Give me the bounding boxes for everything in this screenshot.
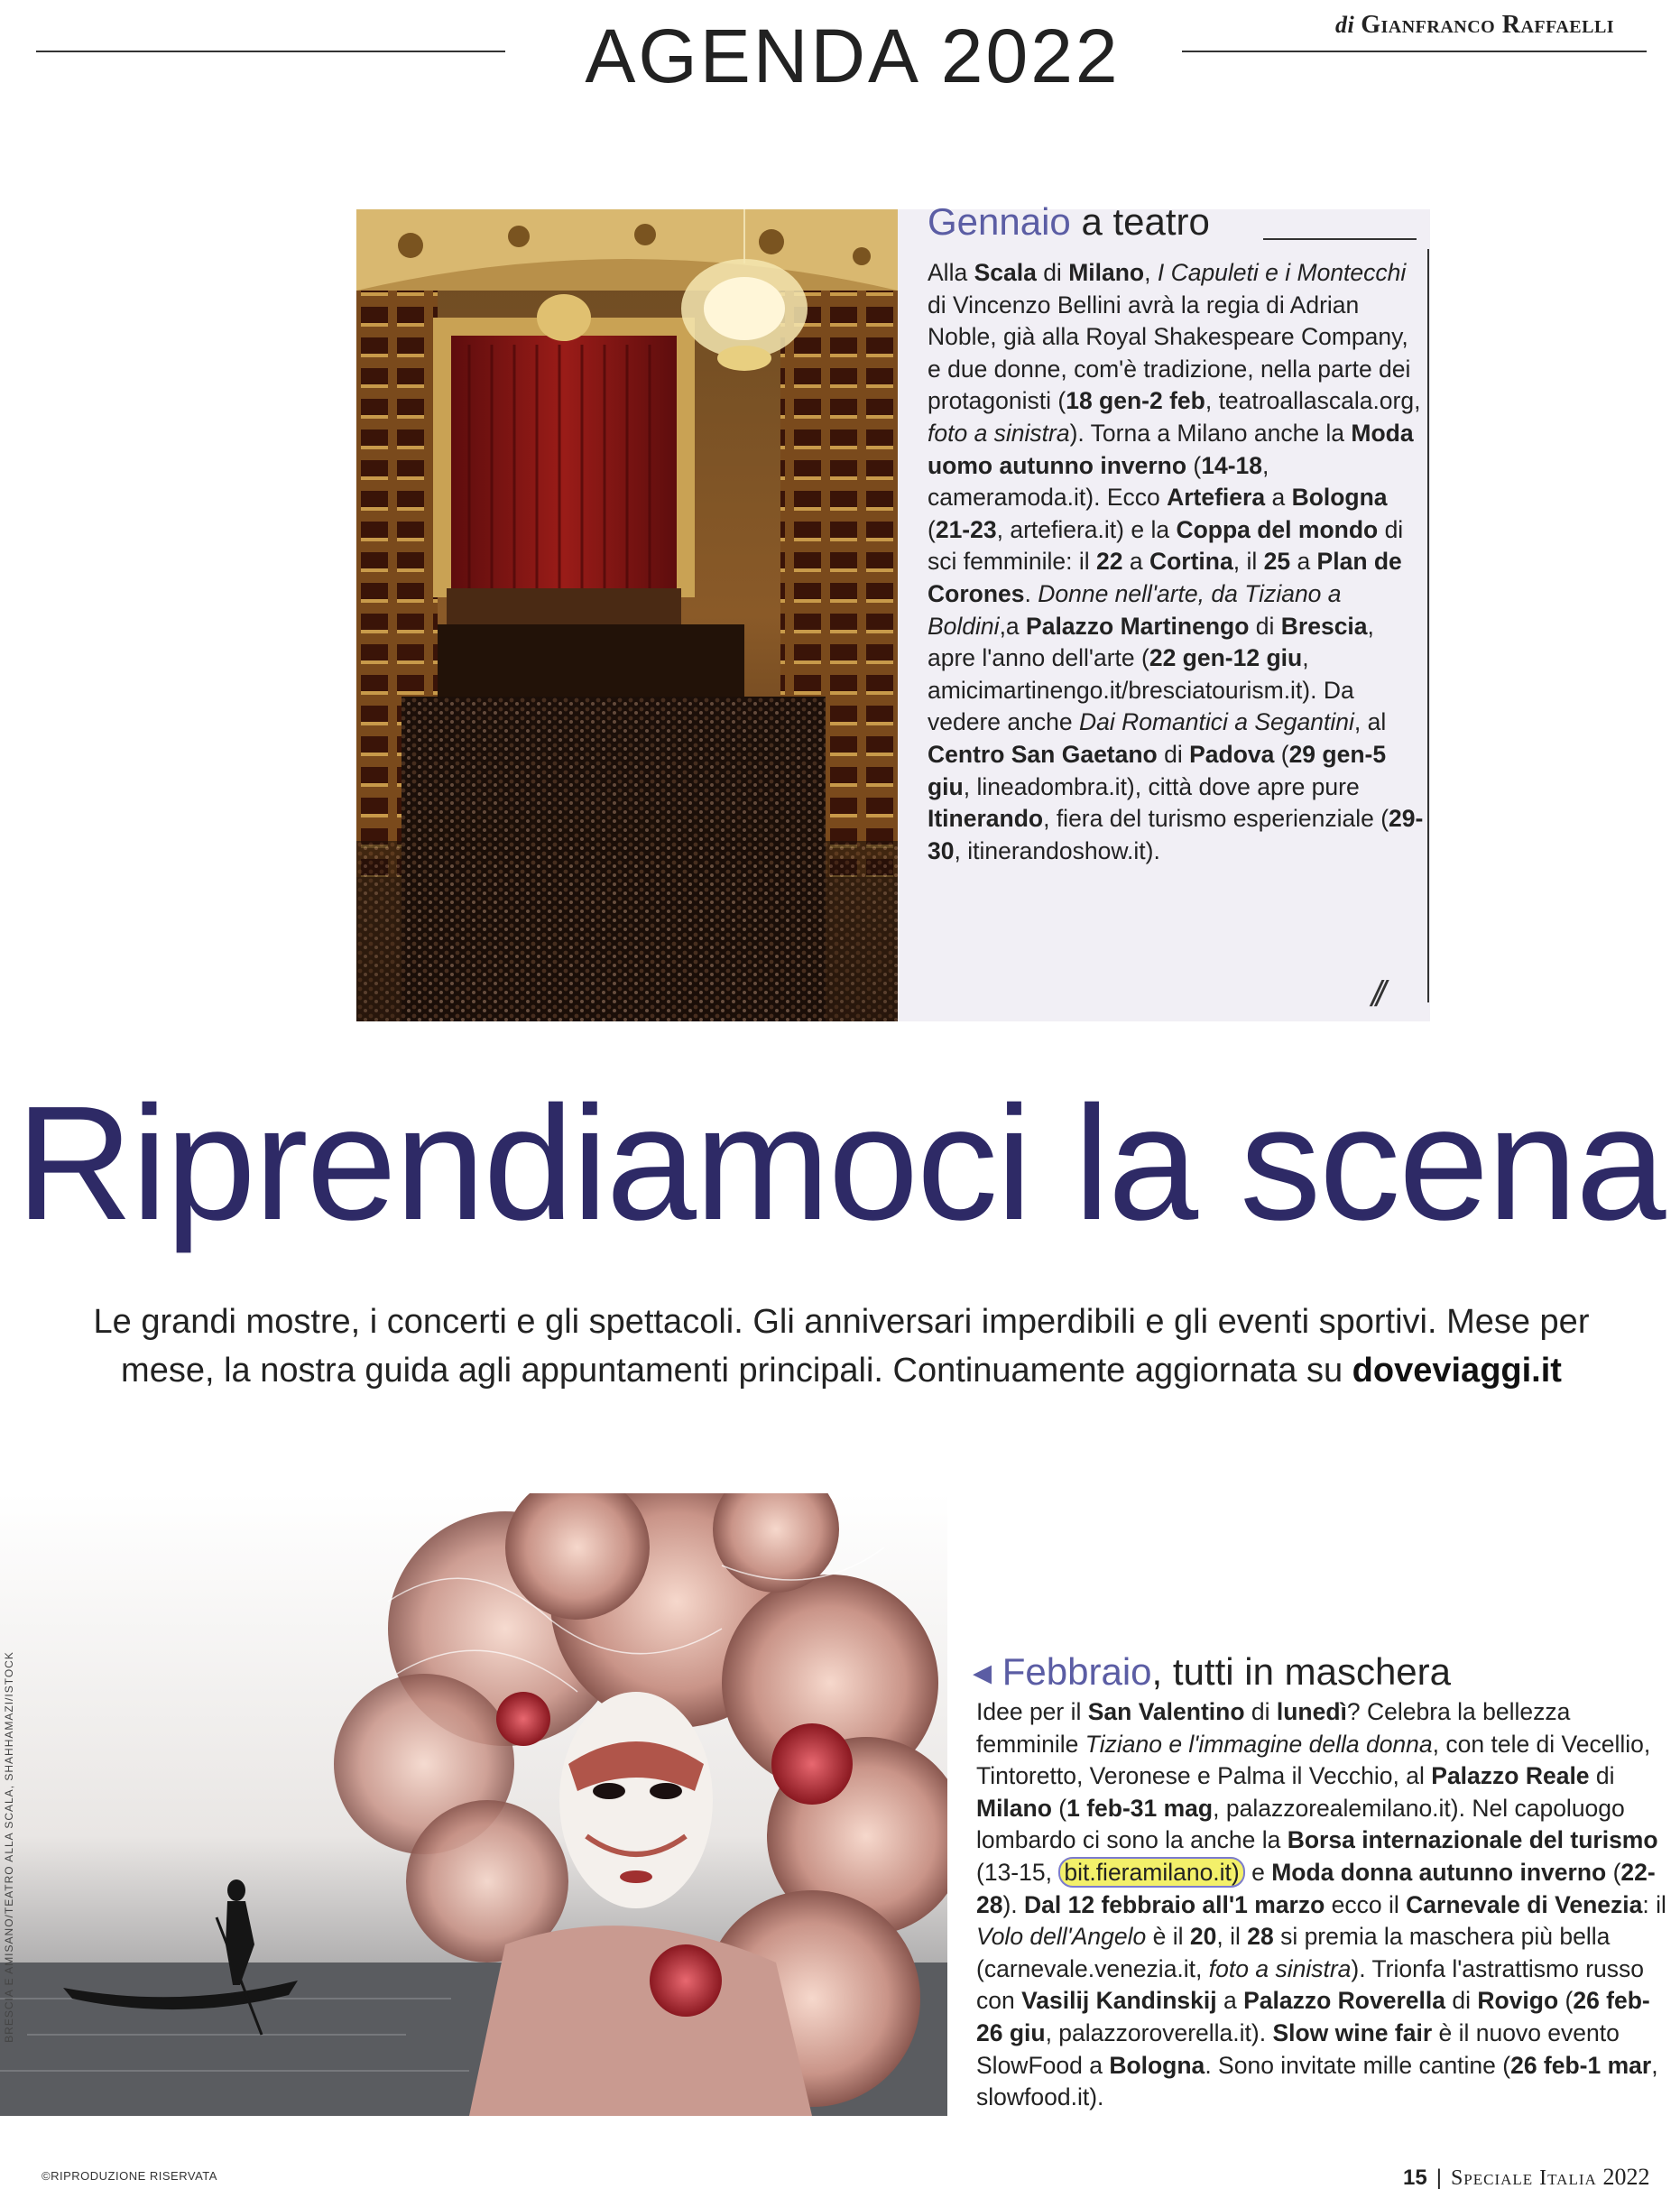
text-run: Idee per il bbox=[976, 1698, 1088, 1725]
text-bold: 26 feb-26 giu bbox=[976, 1987, 1650, 2046]
text-italic: foto a sinistra bbox=[1208, 1954, 1352, 1982]
text-bold: Centro San Gaetano bbox=[928, 740, 1158, 768]
text-bold: San Valentino bbox=[1087, 1698, 1245, 1725]
text-run: di bbox=[1445, 1987, 1478, 2015]
text-run: , bbox=[1045, 1858, 1059, 1886]
text-run: , al bbox=[1353, 708, 1387, 736]
text-bold: 20 bbox=[1189, 1923, 1217, 1951]
gennaio-body bbox=[928, 257, 1424, 867]
author-byline bbox=[1335, 11, 1614, 40]
text-run: , palazzorealemilano.it). Nel capoluogo lombardo ci sono la anche la bbox=[976, 1794, 1625, 1854]
febbraio-heading-rest: , tutti in maschera bbox=[1151, 1650, 1451, 1693]
text-run: a bbox=[1290, 548, 1317, 576]
text-bold: Artefiera bbox=[1167, 484, 1266, 512]
gennaio-heading-rest: a teatro bbox=[1070, 200, 1210, 243]
photo-credit: BRESCIA E AMISANO/TEATRO ALLA SCALA, SHAHHAMAZI/ISTOCK bbox=[3, 1651, 15, 2043]
website-link[interactable]: doveviaggi.it bbox=[1352, 1352, 1562, 1390]
header-rule-left bbox=[36, 51, 505, 52]
header-rule-right bbox=[1182, 51, 1647, 52]
text-run: ,a bbox=[999, 612, 1027, 640]
text-run: ( bbox=[1186, 451, 1202, 479]
text-run: si premia la maschera più bella (carnevale.venezia.it, bbox=[976, 1923, 1611, 1982]
text-run: ). Torna a Milano anche la bbox=[1069, 419, 1352, 447]
text-run: e bbox=[1244, 1858, 1272, 1886]
text-bold: lunedì bbox=[1276, 1698, 1347, 1725]
text-run: , artefiera.it) e la bbox=[996, 515, 1177, 543]
text-run: . bbox=[1024, 579, 1038, 607]
text-run: di Vincenzo Bellini avrà la regia di Adrian Noble, già alla Royal Shakespeare Company, e due donne, com'è tradizione, nella parte dei protagonisti ( bbox=[928, 291, 1411, 415]
text-bold: Cortina bbox=[1149, 548, 1233, 576]
text-run: , il bbox=[1232, 548, 1264, 576]
text-bold: Dal 12 febbraio all'1 marzo bbox=[1024, 1890, 1325, 1918]
text-run: ( bbox=[976, 1858, 984, 1886]
text-bold: 21-23 bbox=[935, 515, 997, 543]
text-run: ecco il bbox=[1325, 1890, 1407, 1918]
text-italic: Volo dell'Angelo bbox=[976, 1923, 1147, 1951]
text-run: , slowfood.it). bbox=[976, 2051, 1658, 2111]
text-italic: foto a sinistra bbox=[928, 419, 1070, 447]
text-run: di bbox=[1244, 1698, 1277, 1725]
text-run: . Sono invitate mille cantine ( bbox=[1205, 2051, 1511, 2079]
text-bold: Borsa internazionale del turismo bbox=[1287, 1826, 1658, 1854]
subhead-text: Le grandi mostre, i concerti e gli spettacoli. Gli anniversari imperdibili e gli eventi sportivi. Mese per mese, la nostra guida agli appuntamenti principali. Continuamente aggiornata su bbox=[93, 1303, 1590, 1390]
text-bold: Palazzo Martinengo bbox=[1026, 612, 1250, 640]
text-run: , itinerandoshow.it). bbox=[954, 836, 1160, 864]
gennaio-heading-rule bbox=[1263, 238, 1417, 240]
text-bold: Scala bbox=[974, 259, 1037, 286]
text-italic: I Capuleti e i Montecchi bbox=[1157, 259, 1407, 286]
text-italic: Dai Romantici a Segantini bbox=[1078, 708, 1354, 736]
febbraio-heading-month: Febbraio bbox=[1002, 1650, 1152, 1693]
footer-separator: | bbox=[1435, 2166, 1442, 2190]
text-bold: Palazzo Reale bbox=[1431, 1762, 1590, 1790]
text-run: , teatroallascala.org, bbox=[1205, 387, 1421, 415]
text-run: di bbox=[1036, 259, 1069, 286]
gennaio-heading bbox=[928, 200, 1210, 244]
text-run: ( bbox=[1558, 1987, 1574, 2015]
magazine-year: 2022 bbox=[1602, 2164, 1650, 2190]
text-bold: Itinerando bbox=[928, 805, 1044, 833]
text-run: , bbox=[1144, 259, 1158, 286]
text-bold: 26 feb-1 mar bbox=[1510, 2051, 1652, 2079]
text-run: ). Trionfa l'astrattismo russo con bbox=[976, 1954, 1645, 2015]
text-run: ( bbox=[928, 515, 936, 543]
text-bold: 22 gen-12 giu bbox=[1149, 644, 1303, 672]
text-run: : il bbox=[1642, 1890, 1666, 1918]
text-italic: Tiziano e l'immagine della donna bbox=[1085, 1730, 1433, 1758]
text-bold: 22-28 bbox=[976, 1858, 1656, 1918]
text-bold: Rovigo bbox=[1477, 1987, 1559, 2015]
text-bold: Bologna bbox=[1291, 484, 1388, 512]
text-bold: Plan de Corones bbox=[928, 548, 1402, 607]
text-bold: Moda uomo autunno inverno bbox=[928, 419, 1414, 479]
text-bold: Milano bbox=[976, 1794, 1052, 1822]
text-bold: Brescia bbox=[1280, 612, 1368, 640]
text-run: di bbox=[1249, 612, 1281, 640]
text-bold: Milano bbox=[1068, 259, 1145, 286]
text-bold: 29 gen-5 giu bbox=[928, 740, 1387, 800]
text-bold: Moda donna autunno inverno bbox=[1271, 1858, 1607, 1886]
text-italic: Donne nell'arte, da Tiziano a Boldini bbox=[928, 579, 1342, 640]
text-bold: Carnevale di Venezia bbox=[1406, 1890, 1643, 1918]
text-run: , lineadombra.it), città dove apre pure bbox=[963, 772, 1360, 800]
arrow-left-icon: ◂ bbox=[973, 1650, 992, 1693]
text-run: ( bbox=[1051, 1794, 1067, 1822]
text-run: di bbox=[1157, 740, 1190, 768]
text-bold: 14-18 bbox=[1201, 451, 1263, 479]
rights-notice: ©RIPRODUZIONE RISERVATA bbox=[42, 2169, 217, 2183]
text-run: , apre l'anno dell'arte ( bbox=[928, 612, 1374, 672]
text-run: Alla bbox=[928, 259, 974, 286]
page-number: 15 bbox=[1403, 2166, 1427, 2190]
text-bold: 28 bbox=[1247, 1923, 1274, 1951]
gennaio-vertical-rule bbox=[1427, 249, 1429, 1002]
text-run: , cameramoda.it). Ecco bbox=[928, 451, 1269, 512]
text-run: , il bbox=[1216, 1923, 1248, 1951]
text-run: 13-15 bbox=[983, 1858, 1046, 1886]
author-name: Gianfranco Raffaelli bbox=[1361, 11, 1615, 39]
text-run: , amicimartinengo.it/bresciatourism.it). Da vedere anche bbox=[928, 644, 1354, 736]
text-bold: Padova bbox=[1189, 740, 1275, 768]
text-run: ? Celebra la bellezza femminile bbox=[976, 1698, 1571, 1758]
text-run: , con tele di Vecellio, Tintoretto, Veronese e Palma il Vecchio, al bbox=[976, 1730, 1651, 1790]
text-bold: Bologna bbox=[1109, 2051, 1205, 2079]
text-run: , palazzoroverella.it). bbox=[1045, 2018, 1273, 2046]
text-run: ). bbox=[1002, 1890, 1025, 1918]
text-run: ( bbox=[1606, 1858, 1621, 1886]
text-run: a bbox=[1265, 484, 1292, 512]
text-run: è il bbox=[1146, 1923, 1190, 1951]
section-end-mark: // bbox=[1371, 974, 1381, 1014]
text-run: a bbox=[1216, 1987, 1244, 2015]
text-bold: 22 bbox=[1096, 548, 1123, 576]
text-run: di bbox=[1589, 1762, 1615, 1790]
photo-scala-theatre bbox=[356, 209, 898, 1021]
subheadline bbox=[54, 1298, 1629, 1395]
page-footer bbox=[1403, 2164, 1649, 2191]
text-bold: Coppa del mondo bbox=[1176, 515, 1379, 543]
text-run: è il nuovo evento SlowFood a bbox=[976, 2018, 1620, 2079]
text-bold: Palazzo Roverella bbox=[1243, 1987, 1445, 2015]
febbraio-body bbox=[976, 1696, 1671, 2114]
magazine-name: Speciale Italia bbox=[1450, 2166, 1597, 2190]
text-bold: 29-30 bbox=[928, 805, 1424, 864]
text-run: di sci femminile: il bbox=[928, 515, 1404, 576]
text-run: a bbox=[1122, 548, 1149, 576]
febbraio-heading bbox=[973, 1649, 1451, 1694]
headline: Riprendiamoci la scena bbox=[15, 1073, 1665, 1254]
photo-venice-mask bbox=[0, 1493, 947, 2116]
gennaio-heading-month: Gennaio bbox=[928, 200, 1071, 243]
highlighted-link[interactable]: bit.fieramilano.it) bbox=[1058, 1857, 1244, 1888]
text-bold: 18 gen-2 feb bbox=[1066, 387, 1205, 415]
text-run: , fiera del turismo esperienziale ( bbox=[1043, 805, 1389, 833]
text-bold: 25 bbox=[1263, 548, 1291, 576]
text-bold: Vasilij Kandinskij bbox=[1021, 1987, 1217, 2015]
text-run: ( bbox=[1274, 740, 1289, 768]
text-bold: Slow wine fair bbox=[1272, 2018, 1433, 2046]
page-title: AGENDA 2022 bbox=[585, 14, 1121, 98]
text-bold: 1 feb-31 mag bbox=[1066, 1794, 1214, 1822]
author-prefix: di bbox=[1335, 12, 1355, 38]
